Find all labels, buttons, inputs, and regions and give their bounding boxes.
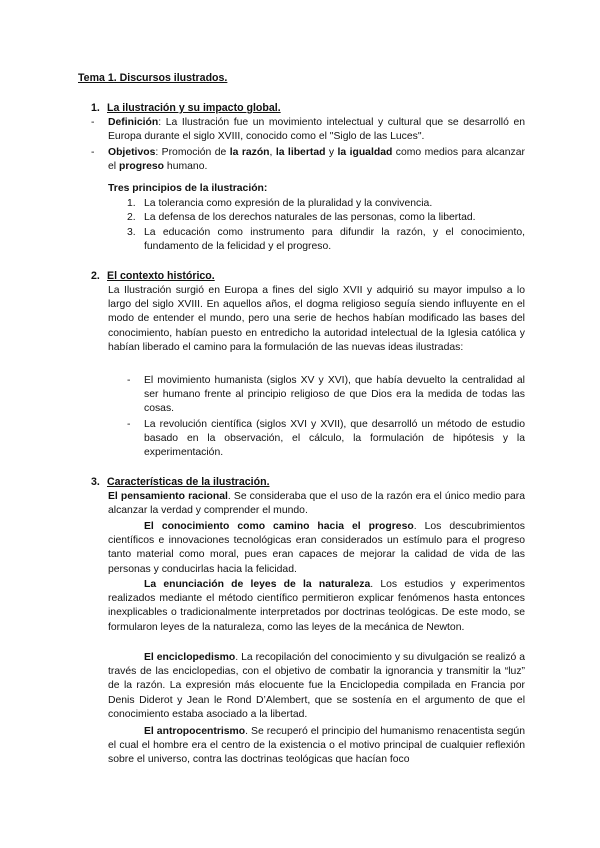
context-intro: La Ilustración surgió en Europa a fines del siglo XVII y adquirió su mayor impulso a lo largo del siglo XVIII. En aquellos años, el dogma religioso seguía siendo influyente en el modo de entender el mundo, pero una serie de hechos habían modificado las bases del conocimiento, habían puesto en entredicho la autoridad intelectual de la Iglesia católica y habían liberado el camino para la formulación de las nuevas ideas ilustradas: xyxy=(108,285,525,353)
principles-heading: Tres principios de la ilustración: xyxy=(108,183,268,194)
characteristic-paragraph xyxy=(108,490,525,518)
characteristic-paragraph xyxy=(108,725,525,768)
characteristic-paragraph xyxy=(108,651,525,722)
objetivos-text-4: como medios para alcanzar el xyxy=(108,147,525,173)
definicion-text: : La Ilustración fue un movimiento intelectual y cultural que se desarrolló en Europa durante el siglo XVIII, conocido como el "Siglo de las Luces". xyxy=(108,117,525,143)
principle-text: La educación como instrumento para difundir la razón, y el conocimiento, fundamento de la felicidad y el progreso. xyxy=(144,227,525,253)
context-list-text: La revolución científica (siglos XVI y XVII), que desarrolló un método de estudio basado en la observación, el cálculo, la formulación de hipótesis y la experimentación. xyxy=(144,419,525,459)
objetivos-bold-libertad: la libertad xyxy=(275,147,326,158)
principle-text: La defensa de los derechos naturales de las personas, como la libertad. xyxy=(144,212,476,223)
principle-number: 3. xyxy=(127,227,136,238)
section-2-heading xyxy=(91,269,215,283)
principle-item xyxy=(127,226,525,254)
characteristic-label: La enunciación de leyes de la naturaleza xyxy=(144,579,371,590)
section-3-title: Características de la ilustración. xyxy=(107,476,270,488)
context-list-item: - El movimiento humanista (siglos XV y XVI), que había devuelto la centralidad al ser humano frente al principio religioso de que Dios era la medida de todas las cosas. xyxy=(127,374,525,417)
section-3-heading xyxy=(91,475,270,489)
principle-text: La tolerancia como expresión de la pluralidad y la convivencia. xyxy=(144,198,433,209)
section-2-number: 2. xyxy=(91,270,100,282)
section-3-number: 3. xyxy=(91,476,100,488)
objetivos-bold-progreso: progreso xyxy=(118,161,165,173)
characteristic-text: . Los estudios y experimentos realizados mediante el método científico permitieron explicar fenómenos hasta entonces inexplicables o tradicionalmente interpretados por doctrinas teológicas. De este modo, se formularon leyes de la naturaleza, como las leyes de la mecánica de Newton. xyxy=(108,579,525,633)
objetivos-label: Objetivos xyxy=(108,147,156,158)
characteristic-paragraph xyxy=(108,520,525,577)
characteristic-label: El antropocentrismo xyxy=(144,726,246,737)
document-title: Tema 1. Discursos ilustrados. xyxy=(78,72,228,84)
characteristic-label: El pensamiento racional xyxy=(108,491,228,502)
section-1-title: La ilustración y su impacto global. xyxy=(107,102,281,114)
characteristic-paragraph xyxy=(108,578,525,635)
objetivos-text-3: y xyxy=(325,147,338,158)
principle-number: 2. xyxy=(127,212,136,223)
characteristic-text: . Los descubrimientos científicos e innovaciones tecnológicas eran considerados un estímulo para el progreso tanto material como moral, pues eran capaces de mejorar la calidad de vida de las personas y conducirlas hacia la felicidad. xyxy=(108,521,525,575)
definicion-item: - Definición: La Ilustración fue un movimiento intelectual y cultural que se desarrolló en Europa durante el siglo XVIII, conocido como el "Siglo de las Luces". xyxy=(91,117,525,143)
objetivos-bold-igualdad: la igualdad xyxy=(337,147,393,158)
section-2-title: El contexto histórico. xyxy=(107,270,215,282)
objetivos-text-1: : Promoción de xyxy=(155,147,230,158)
characteristic-text: . Se consideraba que el uso de la razón era el único medio para alcanzar la verdad y comprender el mundo. xyxy=(108,491,526,517)
context-list-item: - La revolución científica (siglos XVI y XVII), que desarrolló un método de estudio basado en la observación, el cálculo, la formulación de hipótesis y la experimentación. xyxy=(127,418,525,461)
context-list-text: El movimiento humanista (siglos XV y XVI), que había devuelto la centralidad al ser humano frente al principio religioso de que Dios era la medida de todas las cosas. xyxy=(144,375,525,415)
principle-number: 1. xyxy=(127,198,136,209)
definicion-label: Definición xyxy=(108,117,159,128)
characteristic-label: El conocimiento como camino hacia el progreso xyxy=(144,521,414,532)
characteristic-text: . Se recuperó el principio del humanismo renacentista según el cual el hombre era el centro de la existencia o el motivo principal de cualquier reflexión sobre el universo, contra las doctrinas teológicas que hacían foco xyxy=(108,726,525,766)
objetivos-item: - Objetivos: Promoción de la razón, la libertad y la igualdad como medios para alcanzar el progreso humano. xyxy=(91,147,525,173)
characteristic-label: El enciclopedismo xyxy=(144,652,236,663)
objetivos-bold-razon: la razón xyxy=(229,147,270,158)
principle-item xyxy=(127,197,525,211)
section-1-number: 1. xyxy=(91,102,100,114)
characteristic-text: . La recopilación del conocimiento y su divulgación se realizó a través de las enciclopedias, con el objetivo de combatir la ignorancia y transmitir la “luz” de la razón. La expresión más elocuente fue la Enciclopedia compilada en Francia por Denis Diderot y Jean le Rond D’Alembert, que se sostenía en el argumento de que el conocimiento estaba asociado a la libertad. xyxy=(108,652,526,720)
principle-item xyxy=(127,211,525,225)
objetivos-text-5: humano. xyxy=(164,161,208,173)
objetivos-text-2: , xyxy=(269,147,276,158)
section-1-heading xyxy=(91,101,281,115)
